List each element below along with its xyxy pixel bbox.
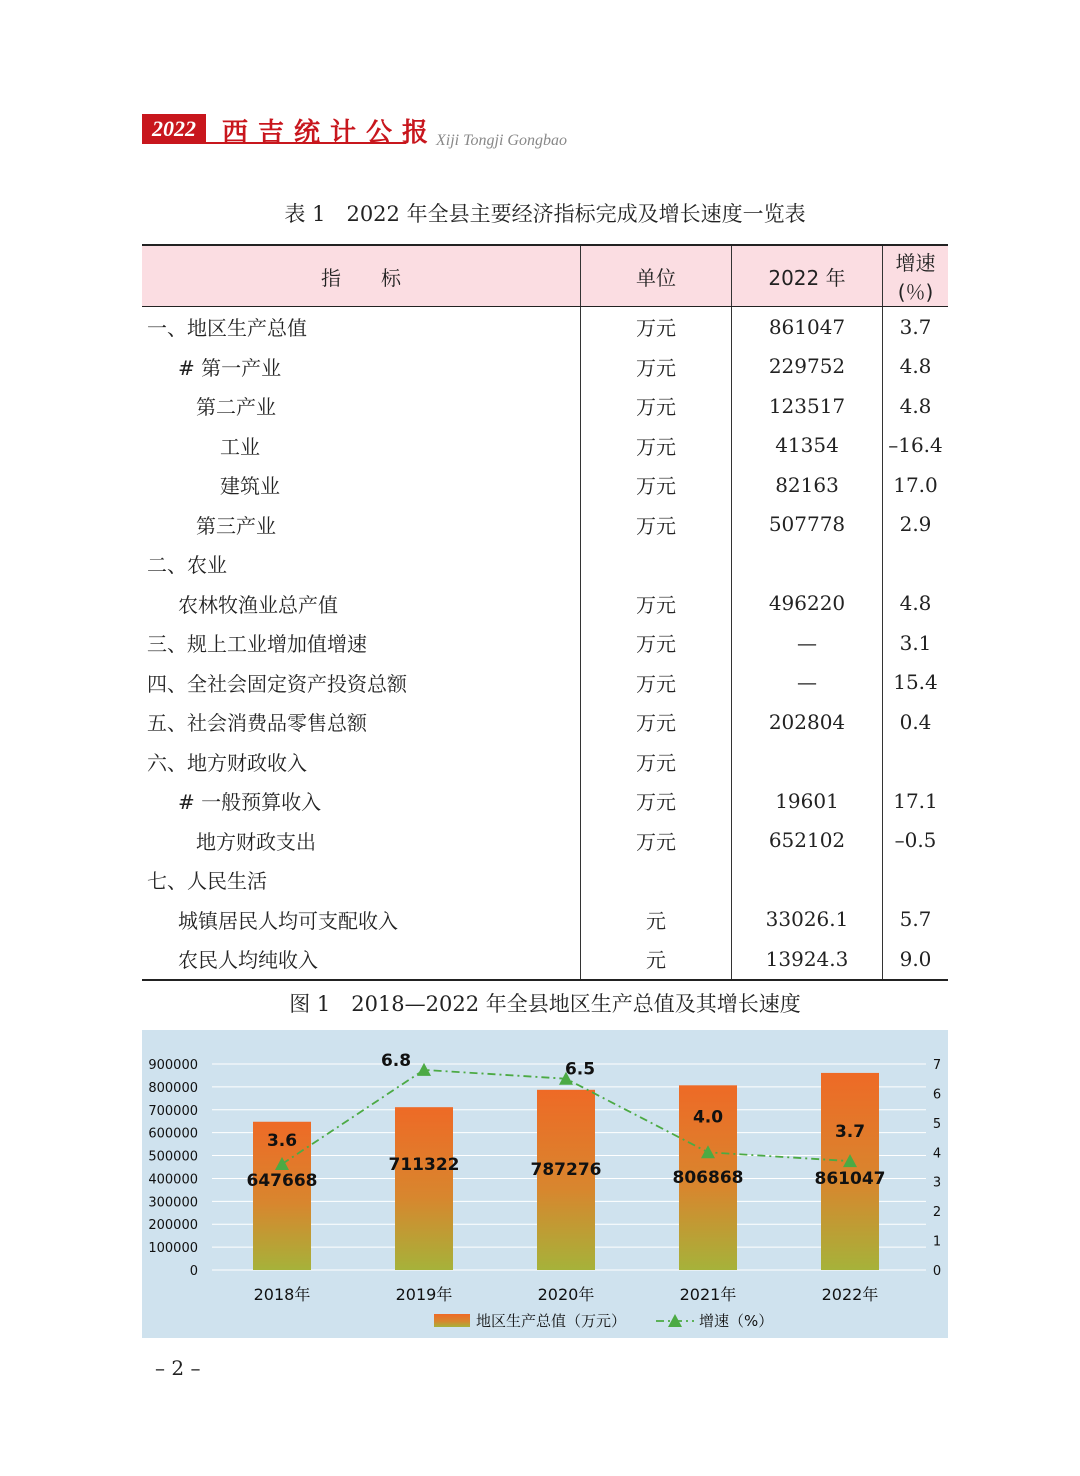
indicator-name-cell: 六、地方财政收入 — [147, 750, 307, 775]
table-row — [142, 584, 948, 624]
value-cell: 33026.1 — [732, 900, 883, 940]
table-row — [142, 900, 948, 940]
value-cell — [732, 742, 883, 782]
unit-cell: 元 — [581, 900, 732, 940]
table-row — [142, 386, 948, 426]
growth-rate-cell: 9.0 — [883, 939, 949, 980]
indicator-name-cell: 地方财政支出 — [196, 829, 316, 854]
unit-cell: 万元 — [581, 465, 732, 505]
y-left-tick-label: 400000 — [148, 1172, 198, 1188]
table-header-row — [142, 245, 948, 307]
indicator-name-cell: 城镇居民人均可支配收入 — [178, 908, 398, 933]
value-cell: 496220 — [732, 584, 883, 624]
y-left-tick-label: 0 — [189, 1264, 198, 1279]
indicator-name-cell: 二、农业 — [147, 553, 227, 578]
unit-cell: 万元 — [581, 781, 732, 821]
y-right-tick-label: 0 — [932, 1264, 942, 1279]
growth-rate-cell: 4.8 — [883, 386, 949, 426]
gdp-data-label: 861047 — [814, 1169, 886, 1189]
growth-rate-cell — [883, 860, 949, 900]
growth-data-label: 3.6 — [266, 1131, 298, 1152]
indicator-name-cell: 第三产业 — [196, 513, 276, 538]
y-right-tick-label: 4 — [932, 1146, 942, 1162]
value-cell: 652102 — [732, 821, 883, 861]
indicator-name-cell: 工业 — [220, 434, 260, 459]
unit-cell: 万元 — [581, 702, 732, 742]
unit-cell — [581, 544, 732, 584]
table-row — [142, 663, 948, 703]
y-left-tick-label: 700000 — [148, 1103, 198, 1119]
y-right-tick-label: 3 — [932, 1175, 942, 1191]
header-year-badge: 2022 — [142, 114, 206, 144]
indicator-name-cell: # 第一产业 — [178, 355, 282, 380]
table-row — [142, 623, 948, 663]
value-cell: — — [732, 623, 883, 663]
growth-rate-cell — [883, 742, 949, 782]
growth-rate-cell: 0.4 — [883, 702, 949, 742]
gdp-data-label: 647668 — [246, 1171, 318, 1191]
table-row — [142, 307, 948, 347]
growth-rate-cell — [883, 544, 949, 584]
growth-data-label: 4.0 — [692, 1107, 724, 1128]
value-cell: 13924.3 — [732, 939, 883, 980]
indicator-table — [142, 244, 948, 981]
chart-caption: 图 1 2018—2022 年全县地区生产总值及其增长速度 — [289, 992, 801, 1016]
table-row — [142, 781, 948, 821]
growth-rate-cell: 4.8 — [883, 584, 949, 624]
x-tick-label: 2018年 — [253, 1285, 311, 1304]
table-caption: 表 1 2022 年全县主要经济指标完成及增长速度一览表 — [284, 202, 806, 226]
gdp-data-label: 806868 — [672, 1168, 744, 1188]
table-row — [142, 702, 948, 742]
header-subtitle: Xiji Tongji Gongbao — [436, 132, 567, 149]
unit-cell: 万元 — [581, 663, 732, 703]
table-row — [142, 939, 948, 980]
growth-rate-cell: 17.0 — [883, 465, 949, 505]
unit-cell: 万元 — [581, 584, 732, 624]
y-left-tick-label: 500000 — [148, 1149, 198, 1165]
value-cell: 123517 — [732, 386, 883, 426]
indicator-name-cell: 七、人民生活 — [147, 869, 267, 894]
value-cell: 82163 — [732, 465, 883, 505]
gdp-data-label: 787276 — [530, 1160, 602, 1180]
table-row — [142, 505, 948, 545]
value-cell — [732, 544, 883, 584]
indicator-name-cell: 农民人均纯收入 — [142, 939, 581, 980]
header-year-value: 2022 年 — [732, 245, 883, 307]
unit-cell: 元 — [581, 939, 732, 980]
growth-data-label: 3.7 — [834, 1122, 866, 1143]
y-left-tick-label: 600000 — [148, 1126, 198, 1142]
x-tick-label: 2020年 — [537, 1285, 595, 1304]
table-row — [142, 742, 948, 782]
x-tick-label: 2022年 — [821, 1285, 879, 1304]
indicator-name-cell: 四、全社会固定资产投资总额 — [147, 671, 407, 696]
report-header — [142, 114, 948, 174]
header-indicator: 指 标 — [142, 245, 581, 307]
unit-cell: 万元 — [581, 821, 732, 861]
y-right-tick-label: 1 — [932, 1234, 942, 1250]
value-cell: 202804 — [732, 702, 883, 742]
unit-cell: 万元 — [581, 505, 732, 545]
indicator-name-cell: 五、社会消费品零售总额 — [147, 711, 367, 736]
unit-cell: 万元 — [581, 742, 732, 782]
indicator-name-cell: 一、地区生产总值 — [147, 316, 307, 341]
value-cell: 507778 — [732, 505, 883, 545]
indicator-name-cell: 第二产业 — [196, 395, 276, 420]
unit-cell: 万元 — [581, 307, 732, 347]
y-left-tick-label: 200000 — [148, 1218, 198, 1234]
y-left-tick-label: 800000 — [148, 1080, 198, 1096]
growth-rate-cell: 5.7 — [883, 900, 949, 940]
gdp-chart — [142, 1030, 948, 1338]
value-cell — [732, 860, 883, 900]
value-cell: — — [732, 663, 883, 703]
growth-data-label: 6.5 — [564, 1059, 596, 1080]
unit-cell — [581, 860, 732, 900]
legend-bar-swatch — [434, 1314, 470, 1327]
unit-cell: 万元 — [581, 347, 732, 387]
y-left-tick-label: 100000 — [148, 1241, 198, 1257]
growth-rate-cell: 3.1 — [883, 623, 949, 663]
bar — [395, 1107, 453, 1270]
y-right-tick-label: 6 — [932, 1087, 942, 1103]
unit-cell: 万元 — [581, 623, 732, 663]
growth-rate-cell: –0.5 — [883, 821, 949, 861]
growth-rate-cell: 3.7 — [883, 307, 949, 347]
y-right-tick-label: 5 — [932, 1116, 942, 1132]
table-row — [142, 347, 948, 387]
table-row — [142, 821, 948, 861]
value-cell: 229752 — [732, 347, 883, 387]
table-row — [142, 860, 948, 900]
y-left-tick-label: 300000 — [148, 1195, 198, 1211]
growth-data-label: 6.8 — [380, 1050, 412, 1071]
unit-cell: 万元 — [581, 386, 732, 426]
chart-svg — [142, 1030, 948, 1338]
y-right-tick-label: 2 — [932, 1205, 942, 1221]
growth-rate-cell: 17.1 — [883, 781, 949, 821]
page-number: – 2 – — [155, 1356, 201, 1380]
table-row — [142, 426, 948, 466]
indicator-name-cell: 三、规上工业增加值增速 — [147, 632, 367, 657]
gdp-data-label: 711322 — [388, 1155, 460, 1175]
value-cell: 19601 — [732, 781, 883, 821]
table-row — [142, 465, 948, 505]
table-row — [142, 544, 948, 584]
header-unit: 单位 — [581, 245, 732, 307]
growth-rate-cell: –16.4 — [883, 426, 949, 466]
growth-rate-cell: 4.8 — [883, 347, 949, 387]
value-cell: 861047 — [732, 307, 883, 347]
x-tick-label: 2021年 — [679, 1285, 737, 1304]
x-tick-label: 2019年 — [395, 1285, 453, 1304]
header-growth-rate: 增速(％) — [883, 245, 949, 307]
table-body — [142, 307, 948, 980]
header-title: 西吉统计公报 — [222, 118, 439, 148]
value-cell: 41354 — [732, 426, 883, 466]
indicator-name-cell: 建筑业 — [220, 474, 280, 499]
y-right-tick-label: 7 — [932, 1058, 942, 1073]
legend-bar-label: 地区生产总值（万元） — [476, 1312, 627, 1330]
unit-cell: 万元 — [581, 426, 732, 466]
legend-line-label: 增速（%） — [699, 1312, 774, 1330]
indicator-name-cell: # 一般预算收入 — [178, 790, 322, 815]
growth-rate-cell: 2.9 — [883, 505, 949, 545]
y-left-tick-label: 900000 — [148, 1058, 198, 1073]
growth-rate-cell: 15.4 — [883, 663, 949, 703]
indicator-name-cell: 农林牧渔业总产值 — [178, 592, 338, 617]
